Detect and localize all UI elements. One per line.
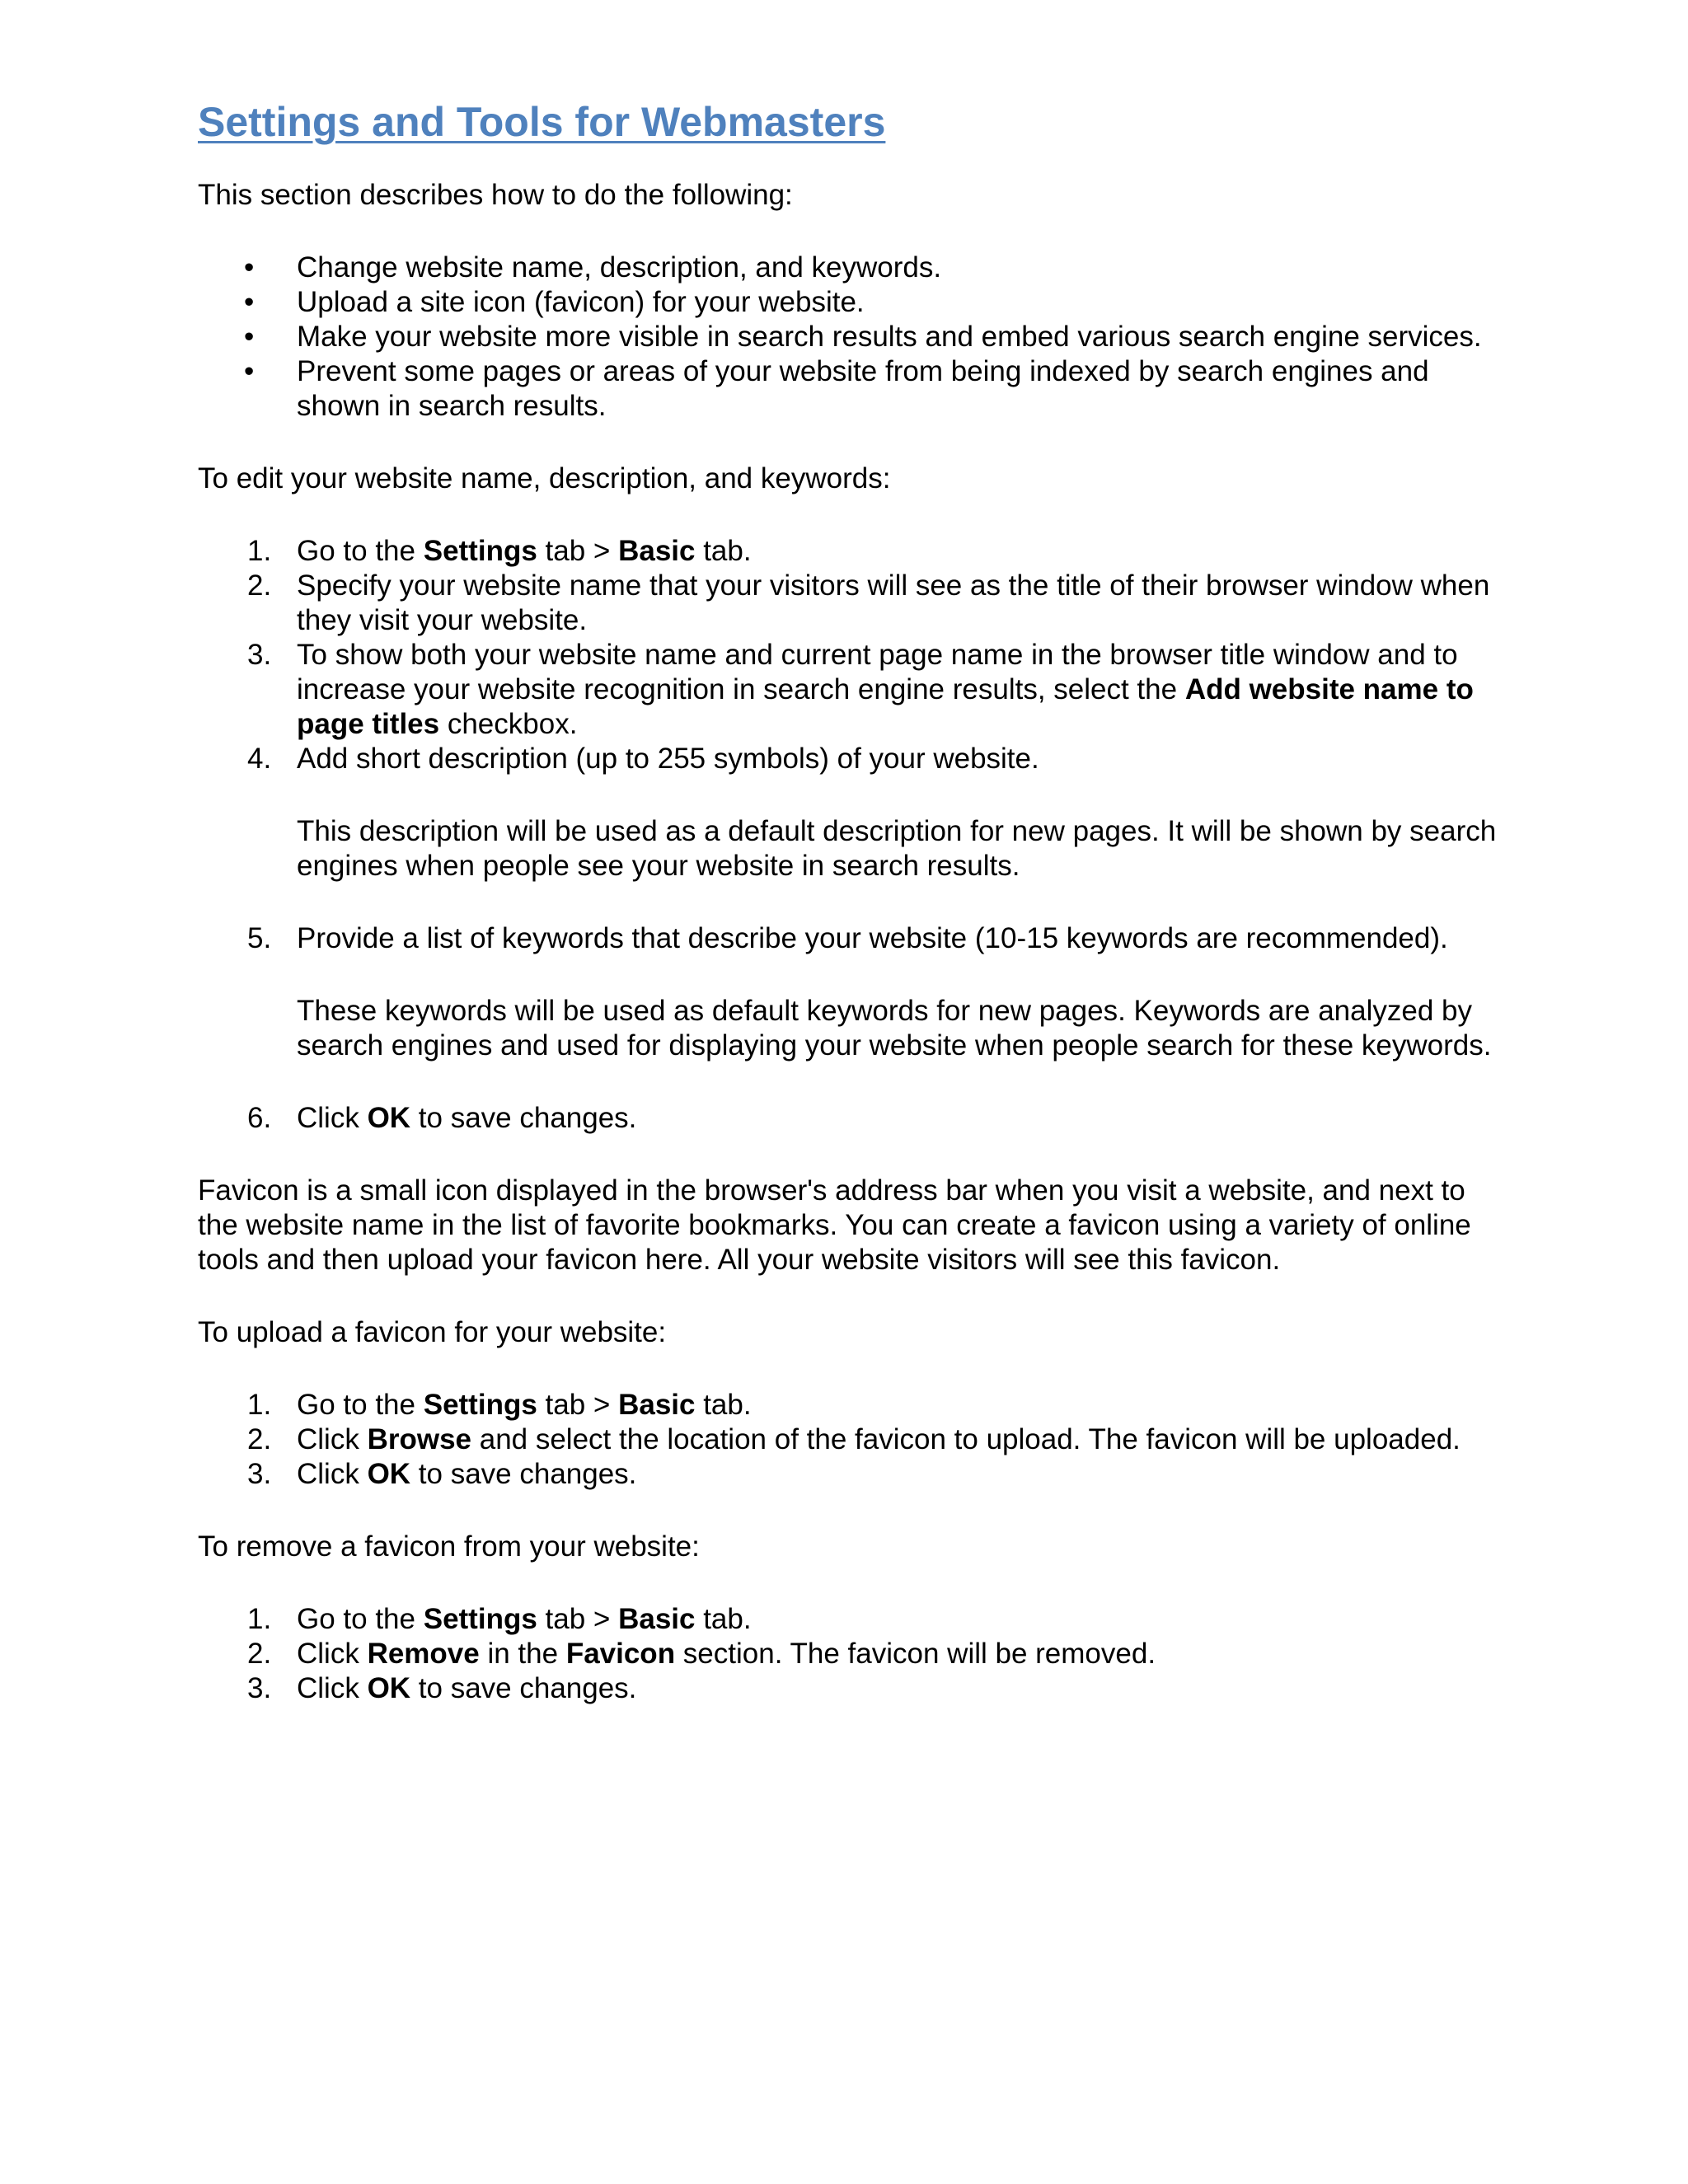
overview-list — [198, 251, 1500, 424]
remove-section-lead: To remove a favicon from your website: — [198, 1530, 700, 1563]
list-item: • Change website name, description, and keywords. — [244, 251, 942, 284]
list-item: • Make your website more visible in search results and embed various search engine services. — [244, 321, 1482, 353]
remove-steps-list — [198, 1602, 1500, 1706]
bullet-icon: • — [244, 321, 255, 353]
list-item: • Upload a site icon (favicon) for your website. — [244, 286, 865, 318]
list-item: 2. Click Remove in the Favicon section. The favicon will be removed. — [247, 1638, 1156, 1670]
favicon-description: Favicon is a small icon displayed in the browser's address bar when you visit a website, and next to the website name in the list of favorite bookmarks. You can create a favicon using a variety of online tools and then upload your favicon here. All your website visitors will see this favicon. — [198, 1174, 1471, 1276]
list-item: 2. Click Browse and select the location of the favicon to upload. The favicon will be uploaded. — [247, 1423, 1461, 1455]
list-item: 1. Go to the Settings tab > Basic tab. — [247, 1389, 752, 1421]
page-title: Settings and Tools for Webmasters — [198, 99, 886, 145]
list-item: 6. Click OK to save changes. — [247, 1102, 637, 1134]
upload-section-lead: To upload a favicon for your website: — [198, 1316, 667, 1348]
intro-text: This section describes how to do the following: — [198, 179, 793, 211]
document-page — [198, 89, 1500, 1706]
bullet-icon: • — [244, 251, 255, 284]
step-note: These keywords will be used as default keywords for new pages. Keywords are analyzed by search engines and used for displaying your website when people search for these keywords. — [297, 995, 1492, 1062]
list-item: • Prevent some pages or areas of your website from being indexed by search engines and shown in search results. — [244, 355, 1429, 422]
upload-steps-list — [198, 1388, 1500, 1492]
list-item: 1. Go to the Settings tab > Basic tab. — [247, 1603, 752, 1635]
list-item: 1. Go to the Settings tab > Basic tab. — [247, 535, 752, 567]
edit-steps-list — [198, 534, 1500, 1136]
list-item: 3. Click OK to save changes. — [247, 1672, 637, 1704]
list-item: 4. Add short description (up to 255 symbols) of your website. This description will be used as a default description for new pages. It will be shown by search engines when people see your website in search results. — [198, 742, 1500, 883]
bullet-icon: • — [244, 286, 255, 318]
list-item: 3. To show both your website name and current page name in the browser title window and to increase your website recognition in search engine results, select the Add website name to page titles checkbox. — [247, 639, 1474, 740]
list-item: 2. Specify your website name that your visitors will see as the title of their browser window when they visit your website. — [247, 569, 1490, 636]
step-note: This description will be used as a default description for new pages. It will be shown by search engines when people see your website in search results. — [297, 815, 1497, 882]
list-item: 3. Click OK to save changes. — [247, 1458, 637, 1490]
edit-section-lead: To edit your website name, description, and keywords: — [198, 462, 891, 494]
list-item: 5. Provide a list of keywords that describe your website (10-15 keywords are recommended). These keywords will be used as default keywords for new pages. Keywords are analyzed by search engines and used for displaying your website when people search for these keywords. — [198, 921, 1500, 1063]
bullet-icon: • — [244, 355, 255, 387]
